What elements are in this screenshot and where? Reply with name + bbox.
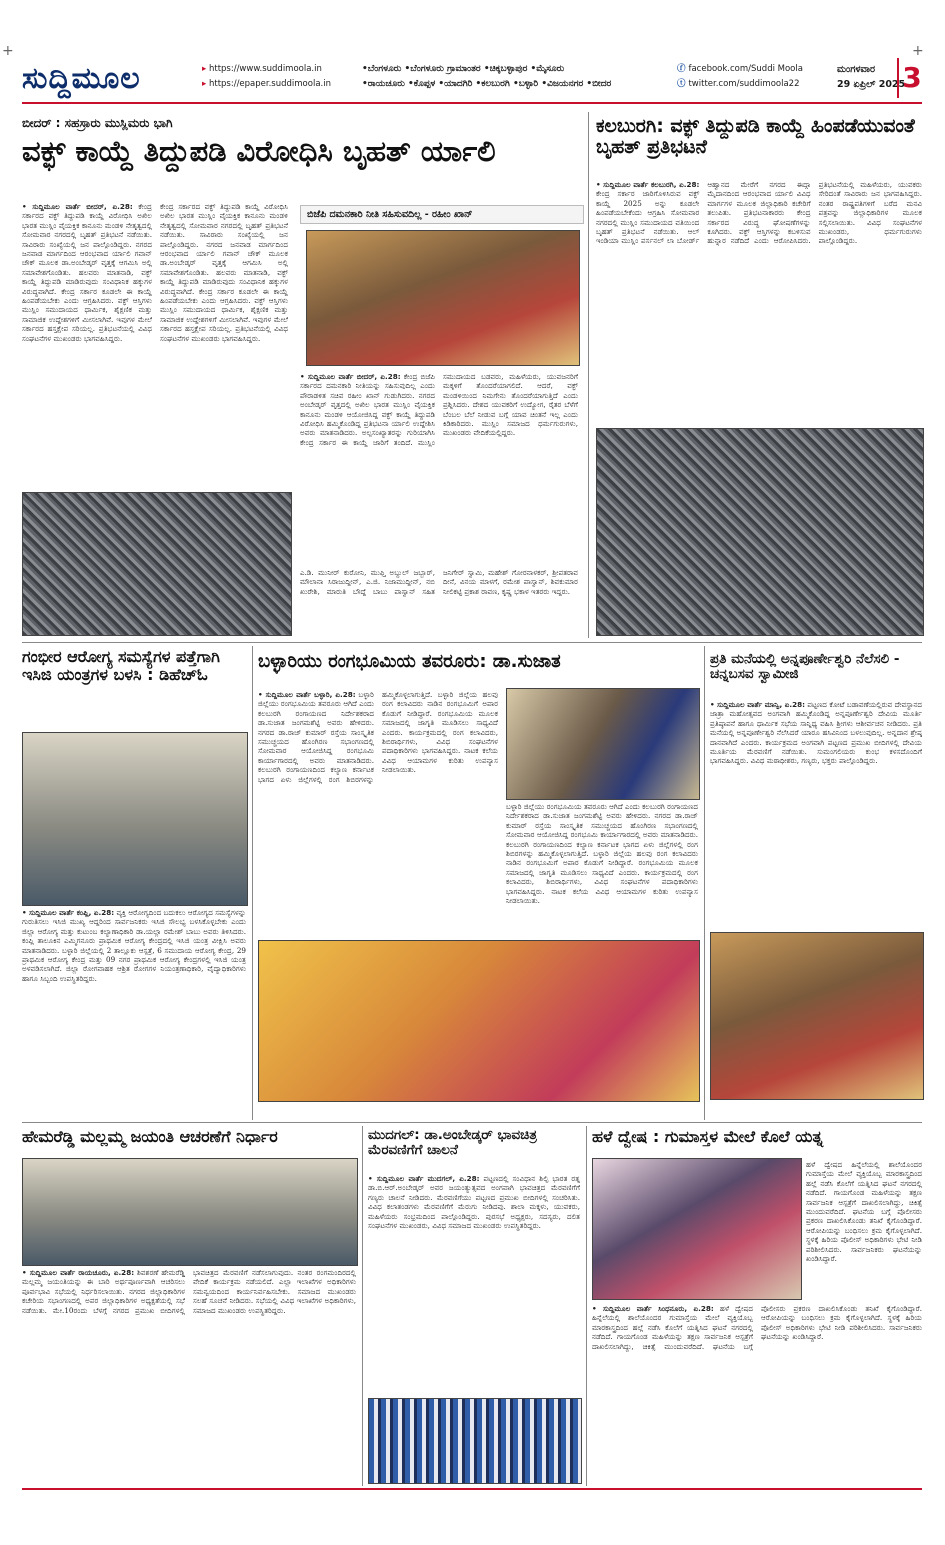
page-number: 3 — [897, 58, 925, 98]
hemareddy-article — [22, 1128, 356, 1158]
theatre-photo-stage — [506, 688, 700, 800]
theatre-body — [258, 690, 498, 934]
lead-subarticle — [300, 372, 578, 562]
issue-day: ಮಂಗಳವಾರ — [837, 64, 876, 75]
kalaburagi-article — [596, 116, 922, 176]
lead-photo-rally-crowd — [22, 492, 292, 636]
editions-line: •ರಾಯಚೂರು •ಕೊಪ್ಪಳ •ಯಾದಗಿರಿ •ಕಲಬುರಗಿ •ಬಳ್ಳಾರಿ •ವಿಜಯನಗರ •ಬೀದರ — [362, 79, 612, 89]
column-divider — [362, 1126, 363, 1486]
editions-list — [362, 62, 611, 92]
mudagal-byline: • ಸುದ್ದಿಮೂಲ ವಾರ್ತೆ ಮುದಗಲ್, ಏ.28: — [368, 1174, 480, 1183]
theatre-text-continued: ಬಳ್ಳಾರಿ ಜಿಲ್ಲೆಯು ರಂಗಭೂಮಿಯ ತವರೂರು ಆಗಿದೆ ಎಂದು ಕಲಬುರಗಿ ರಂಗಾಯಣದ ನಿರ್ದೇಶಕರಾದ ಡಾ.ಸುಜಾತ ಜಂಗಮಶೆಟ್ಟಿ ಅವರು ಹೇಳಿದರು. ನಗರದ ಡಾ.ರಾಜ್ ಕುಮಾರ್ ರಸ್ತೆಯ ಸಾಂಸ್ಕೃತಿಕ ಸಮುಚ್ಚಯದ ಹೊಂಗಿರಣ ಸಭಾಂಗಣದಲ್ಲಿ ಸೋಮವಾರ ಆಯೋಜಿಸಿದ್ದ ರಂಗಭೂಮಿ ಕಾರ್ಯಾಗಾರದಲ್ಲಿ ಅವರು ಮಾತನಾಡಿದರು. ಕಲಬುರಗಿ ರಂಗಾಯಣದಿಂದ ಕಲ್ಯಾಣ ಕರ್ನಾಟಕ ಭಾಗದ ಏಳು ಜಿಲ್ಲೆಗಳಲ್ಲಿ ರಂಗ ಶಿಬಿರಗಳನ್ನು ಹಮ್ಮಿಕೊಳ್ಳಲಾಗುತ್ತಿದೆ. ಬಳ್ಳಾರಿ ಜಿಲ್ಲೆಯ ಹಲವು ರಂಗ ಕಲಾವಿದರು ನಾಡಿನ ರಂಗಭೂಮಿಗೆ ಅಪಾರ ಕೊಡುಗೆ ನೀಡಿದ್ದಾರೆ. ರಂಗಭೂಮಿಯ ಮೂಲಕ ಸಮಾಜದಲ್ಲಿ ಜಾಗೃತಿ ಮೂಡಿಸಲು ಸಾಧ್ಯವಿದೆ ಎಂದರು. ಕಾರ್ಯಕ್ರಮದಲ್ಲಿ ರಂಗ ಕಲಾವಿದರು, ಶಿಬಿರಾರ್ಥಿಗಳು, ವಿವಿಧ ಸಂಘಟನೆಗಳ ಪದಾಧಿಕಾರಿಗಳು ಭಾಗವಹಿಸಿದ್ದರು. ನಾಟಕ ಕಲೆಯ ವಿವಿಧ ಆಯಾಮಗಳ ಕುರಿತು ಉಪನ್ಯಾಸ ನೀಡಲಾಯಿತು. — [506, 802, 698, 906]
hemareddy-photo-meeting — [22, 1158, 358, 1266]
grudge-headline: ಹಳೆ ದ್ವೇಷ : ಗುಮಾಸ್ತಳ ಮೇಲೆ ಕೊಲೆ ಯತ್ನ — [592, 1128, 824, 1146]
kalaburagi-text: ಕೇಂದ್ರ ಸರ್ಕಾರ ಜಾರಿಗೊಳಿಸಿರುವ ವಕ್ಫ್ ಕಾಯ್ದೆ 2025 ಅನ್ನು ಕೂಡಲೇ ಹಿಂಪಡೆಯಬೇಕೆಂದು ಆಗ್ರಹಿಸಿ ಸೋಮವಾರ ನಗರದಲ್ಲಿ ಮುಸ್ಲಿಂ ಸಮುದಾಯದ ವತಿಯಿಂದ ಬೃಹತ್ ಪ್ರತಿಭಟನೆ ನಡೆಯಿತು. ಆಲ್ ಇಂಡಿಯಾ ಮುಸ್ಲಿಂ ಪರ್ಸನಲ್ ಲಾ ಬೋರ್ಡ್ ಆಹ್ವಾನದ ಮೇರೆಗೆ ನಗರದ ಈದ್ಗಾ ಮೈದಾನದಿಂದ ಆರಂಭವಾದ ರ್ಯಾಲಿ ವಿವಿಧ ಮಾರ್ಗಗಳ ಮೂಲಕ ಜಿಲ್ಲಾಧಿಕಾರಿ ಕಚೇರಿಗೆ ತಲುಪಿತು. ಪ್ರತಿಭಟನಾಕಾರರು ಕೇಂದ್ರ ಸರ್ಕಾರದ ವಿರುದ್ಧ ಘೋಷಣೆಗಳನ್ನು ಕೂಗಿದರು. ವಕ್ಫ್ ಆಸ್ತಿಗಳನ್ನು ಕಬಳಿಸುವ ಹುನ್ನಾರ ನಡೆದಿದೆ ಎಂದು ಆರೋಪಿಸಿದರು. ಪ್ರತಿಭಟನೆಯಲ್ಲಿ ಮಹಿಳೆಯರು, ಯುವಕರು ಸೇರಿದಂತೆ ಸಾವಿರಾರು ಜನ ಭಾಗವಹಿಸಿದ್ದರು. ನಂತರ ರಾಷ್ಟ್ರಪತಿಗಳಿಗೆ ಬರೆದ ಮನವಿ ಪತ್ರವನ್ನು ಜಿಲ್ಲಾಧಿಕಾರಿಗಳ ಮೂಲಕ ಸಲ್ಲಿಸಲಾಯಿತು. ವಿವಿಧ ಸಂಘಟನೆಗಳ ಮುಖಂಡರು, ಧರ್ಮಗುರುಗಳು ಪಾಲ್ಗೊಂಡಿದ್ದರು. — [596, 180, 922, 246]
annapurna-article — [710, 652, 922, 698]
ecg-article — [22, 648, 246, 732]
lead-body-col2 — [160, 202, 288, 502]
masthead — [22, 58, 922, 104]
annapurna-body — [710, 700, 922, 926]
editions-line: •ಬೆಂಗಳೂರು •ಬೆಂಗಳೂರು ಗ್ರಾಮಾಂತರ •ಚಿಕ್ಕಬಳ್ಳಾಪುರ •ಮೈಸೂರು — [362, 64, 565, 74]
grudge-photo-hospital — [592, 1158, 802, 1300]
theatre-photo-audience — [258, 940, 700, 1102]
lead-body-col1 — [22, 202, 152, 492]
kalaburagi-photo-protest — [596, 428, 924, 636]
mudagal-article — [368, 1128, 580, 1172]
lead-text-2: ಕೇಂದ್ರ ಬಿಜೆಪಿ ಸರ್ಕಾರದ ದಮನಕಾರಿ ನೀತಿಯನ್ನು ಸಹಿಸುವುದಿಲ್ಲ ಎಂದು ಪೌರಾಡಳಿತ ಸಚಿವ ರಹೀಂ ಖಾನ್ ಗುಡುಗಿದರು. ನಗರದ ಅಂಬೇಡ್ಕರ್ ವೃತ್ತದಲ್ಲಿ ಅಖಿಲ ಭಾರತ ಮುಸ್ಲಿಂ ವೈಯಕ್ತಿಕ ಕಾನೂನು ಮಂಡಳಿ ಆಯೋಜಿಸಿದ್ದ ವಕ್ಫ್ ಕಾಯ್ದೆ ತಿದ್ದುಪಡಿ ವಿರೋಧಿಸಿ ಹಮ್ಮಿಕೊಂಡಿದ್ದ ಪ್ರತಿಭಟನಾ ರ್ಯಾಲಿ ಉದ್ದೇಶಿಸಿ ಅವರು ಮಾತನಾಡಿದರು. ಅಲ್ಪಸಂಖ್ಯಾತರನ್ನು ಗುರಿಯಾಗಿಸಿ ಕೇಂದ್ರ ಸರ್ಕಾರ ಈ ಕಾಯ್ದೆ ಜಾರಿಗೆ ತಂದಿದೆ. ಮುಸ್ಲಿಂ ಸಮುದಾಯದ ಬಡವರು, ಮಹಿಳೆಯರು, ಯುವಜನರಿಗೆ ಮಕ್ಕಳಿಗೆ ತೊಂದರೆಯಾಗಲಿದೆ. ಆದರೆ, ವಕ್ಫ್ ಮಂಡಳಿಯಿಂದ ನಿಮಗೇನು ತೊಂದರೆಯಾಗುತ್ತಿದೆ ಎಂದು ಪ್ರಶ್ನಿಸಿದರು. ದೇಶದ ಯುವಕರಿಗೆ ಉದ್ಯೋಗ, ರೈತರ ಬೆಳೆಗೆ ಬೆಂಬಲ ಬೆಲೆ ನೀಡುವ ಬಗ್ಗೆ ಯಾವ ಚಿಂತನೆ ಇಲ್ಲ ಎಂದು ಕಿಡಿಕಾರಿದರು. ಮುಸ್ಲಿಂ ಸಮಾಜದ ಧರ್ಮಗುರುಗಳು, ಮುಖಂಡರು ವೇದಿಕೆಯಲ್ಲಿದ್ದರು. — [300, 372, 578, 447]
ecg-text: ವ್ಯಕ್ತಿ ಆರೋಗ್ಯದಿಂದ ಬದುಕಲು ಆರೋಗ್ಯದ ಸಮಸ್ಯೆಗಳನ್ನು ಗುರುತಿಸಲು ಇಸಿಜಿ ಮುಖ್ಯ ಆದ್ದರಿಂದ ಸಾರ್ವಜನಿಕರು ಇಸಿಜಿ ಸೌಲಭ್ಯ ಬಳಸಿಕೊಳ್ಳಬೇಕು ಎಂದು ಜಿಲ್ಲಾ ಆರೋಗ್ಯ ಮತ್ತು ಕುಟುಂಬ ಕಲ್ಯಾಣಾಧಿಕಾರಿ ಡಾ.ಯಲ್ಲಾ ರಮೇಶ್ ಬಾಬು ಅವರು ತಿಳಿಸಿದರು. ಕಂಪ್ಲಿ ತಾಲೂಕಿನ ಎಮ್ಮಿಗನೂರು ಪ್ರಾಥಮಿಕ ಆರೋಗ್ಯ ಕೇಂದ್ರದಲ್ಲಿ ಇಸಿಜಿ ಯಂತ್ರ ವೀಕ್ಷಿಸಿ ಅವರು ಮಾತನಾಡಿದರು. ಬಳ್ಳಾರಿ ಜಿಲ್ಲೆಯಲ್ಲಿ 2 ತಾಲ್ಲೂಕು ಆಸ್ಪತ್ರೆ, 6 ಸಮುದಾಯ ಆರೋಗ್ಯ ಕೇಂದ್ರ, 29 ಪ್ರಾಥಮಿಕ ಆರೋಗ್ಯ ಕೇಂದ್ರ ಮತ್ತು 09 ನಗರ ಪ್ರಾಥಮಿಕ ಆರೋಗ್ಯ ಕೇಂದ್ರಗಳಲ್ಲಿ ಇಸಿಜಿ ಯಂತ್ರ ಅಳವಡಿಸಲಾಗಿದೆ. ಜಿಲ್ಲಾ ರೋಗವಾಹಕ ಆಶ್ರಿತ ರೋಗಗಳ ನಿಯಂತ್ರಣಾಧಿಕಾರಿ, ವೈದ್ಯಾಧಿಕಾರಿಗಳು ಹಾಗೂ ಸಿಬ್ಬಂದಿ ಉಪಸ್ಥಿತರಿದ್ದರು. — [22, 908, 246, 983]
lead-photo-dignitaries — [306, 230, 580, 366]
column-divider — [252, 646, 253, 1120]
grudge-body — [592, 1304, 922, 1482]
footer-rule — [22, 1488, 922, 1490]
kalaburagi-body — [596, 180, 922, 420]
theatre-headline: ಬಳ್ಳಾರಿಯು ರಂಗಭೂಮಿಯ ತವರೂರು: ಡಾ.ಸುಜಾತ — [258, 652, 561, 672]
column-divider — [586, 1126, 587, 1486]
hemareddy-text: ಶಿವಶರಣೆ ಹೇಮರೆಡ್ಡಿ ಮಲ್ಲಮ್ಮ ಜಯಂತಿಯನ್ನು ಈ ಬಾರಿ ಅರ್ಥಪೂರ್ಣವಾಗಿ ಆಚರಿಸಲು ಪೂರ್ವಭಾವಿ ಸಭೆಯಲ್ಲಿ ನಿರ್ಧರಿಸಲಾಯಿತು. ನಗರದ ಜಿಲ್ಲಾಧಿಕಾರಿಗಳ ಕಚೇರಿಯ ಸಭಾಂಗಣದಲ್ಲಿ ಅಪರ ಜಿಲ್ಲಾಧಿಕಾರಿಗಳ ಅಧ್ಯಕ್ಷತೆಯಲ್ಲಿ ಸಭೆ ನಡೆಯಿತು. ಮೇ.10ರಂದು ಬೆಳಗ್ಗೆ ನಗರದ ಪ್ರಮುಖ ಬೀದಿಗಳಲ್ಲಿ ಭಾವಚಿತ್ರದ ಮೆರವಣಿಗೆ ನಡೆಸಲಾಗುವುದು. ನಂತರ ರಂಗಮಂದಿರದಲ್ಲಿ ವೇದಿಕೆ ಕಾರ್ಯಕ್ರಮ ನಡೆಯಲಿದೆ. ಎಲ್ಲಾ ಇಲಾಖೆಗಳ ಅಧಿಕಾರಿಗಳು ಸಮನ್ವಯದಿಂದ ಕಾರ್ಯನಿರ್ವಹಿಸಬೇಕು. ಸಮಾಜದ ಮುಖಂಡರು ಸಲಹೆ ಸೂಚನೆ ನೀಡಿದರು. ಸಭೆಯಲ್ಲಿ ವಿವಿಧ ಇಲಾಖೆಗಳ ಅಧಿಕಾರಿಗಳು, ಸಮಾಜದ ಮುಖಂಡರು ಉಪಸ್ಥಿತರಿದ್ದರು. — [22, 1268, 356, 1315]
epaper-link[interactable]: ▸ https://epaper.suddimoola.in — [202, 77, 331, 92]
newspaper-logo: ಸುದ್ದಿಮೂಲ — [22, 61, 141, 96]
lead-text: ಕೇಂದ್ರ ಸರ್ಕಾರದ ವಕ್ಫ್ ತಿದ್ದುಪಡಿ ಕಾಯ್ದೆ ವಿರೋಧಿಸಿ ಅಖಿಲ ಭಾರತ ಮುಸ್ಲಿಂ ವೈಯಕ್ತಿಕ ಕಾನೂನು ಮಂಡಳಿ ನೇತೃತ್ವದಲ್ಲಿ ಸೋಮವಾರ ನಗರದಲ್ಲಿ ಬೃಹತ್ ಪ್ರತಿಭಟನೆ ನಡೆಯಿತು. ಸಾವಿರಾರು ಸಂಖ್ಯೆಯಲ್ಲಿ ಜನ ಪಾಲ್ಗೊಂಡಿದ್ದರು. ನಗರದ ಜನವಾಡ ಮಾರ್ಗದಿಂದ ಆರಂಭವಾದ ರ್ಯಾಲಿ ಗವಾನ್ ಚೌಕ್ ಮೂಲಕ ಡಾ.ಅಂಬೇಡ್ಕರ್ ವೃತ್ತಕ್ಕೆ ಆಗಮಿಸಿ ಅಲ್ಲಿ ಸಮಾವೇಶಗೊಂಡಿತು. ಹಲವರು ಮಾತನಾಡಿ, ವಕ್ಫ್ ಕಾಯ್ದೆ ತಿದ್ದುಪಡಿ ಮಾಡಿರುವುದು ಸಂವಿಧಾನಿಕ ಹಕ್ಕುಗಳ ವಿರುದ್ಧವಾಗಿದೆ. ಕೇಂದ್ರ ಸರ್ಕಾರ ಕೂಡಲೇ ಈ ಕಾಯ್ದೆ ಹಿಂಪಡೆಯಬೇಕು ಎಂದು ಆಗ್ರಹಿಸಿದರು. ವಕ್ಫ್ ಆಸ್ತಿಗಳು ಮುಸ್ಲಿಂ ಸಮುದಾಯದ ಧಾರ್ಮಿಕ, ಶೈಕ್ಷಣಿಕ ಮತ್ತು ಸಾಮಾಜಿಕ ಉದ್ದೇಶಗಳಿಗೆ ಮೀಸಲಾಗಿವೆ. ಇವುಗಳ ಮೇಲೆ ಸರ್ಕಾರದ ಹಸ್ತಕ್ಷೇಪ ಸರಿಯಲ್ಲ. ಪ್ರತಿಭಟನೆಯಲ್ಲಿ ವಿವಿಧ ಸಂಘಟನೆಗಳ ಮುಖಂಡರು ಭಾಗವಹಿಸಿದ್ದರು. — [22, 202, 152, 343]
lead-text-continued: ಕೇಂದ್ರ ಸರ್ಕಾರದ ವಕ್ಫ್ ತಿದ್ದುಪಡಿ ಕಾಯ್ದೆ ವಿರೋಧಿಸಿ ಅಖಿಲ ಭಾರತ ಮುಸ್ಲಿಂ ವೈಯಕ್ತಿಕ ಕಾನೂನು ಮಂಡಳಿ ನೇತೃತ್ವದಲ್ಲಿ ಸೋಮವಾರ ನಗರದಲ್ಲಿ ಬೃಹತ್ ಪ್ರತಿಭಟನೆ ನಡೆಯಿತು. ಸಾವಿರಾರು ಸಂಖ್ಯೆಯಲ್ಲಿ ಜನ ಪಾಲ್ಗೊಂಡಿದ್ದರು. ನಗರದ ಜನವಾಡ ಮಾರ್ಗದಿಂದ ಆರಂಭವಾದ ರ್ಯಾಲಿ ಗವಾನ್ ಚೌಕ್ ಮೂಲಕ ಡಾ.ಅಂಬೇಡ್ಕರ್ ವೃತ್ತಕ್ಕೆ ಆಗಮಿಸಿ ಅಲ್ಲಿ ಸಮಾವೇಶಗೊಂಡಿತು. ಹಲವರು ಮಾತನಾಡಿ, ವಕ್ಫ್ ಕಾಯ್ದೆ ತಿದ್ದುಪಡಿ ಮಾಡಿರುವುದು ಸಂವಿಧಾನಿಕ ಹಕ್ಕುಗಳ ವಿರುದ್ಧವಾಗಿದೆ. ಕೇಂದ್ರ ಸರ್ಕಾರ ಕೂಡಲೇ ಈ ಕಾಯ್ದೆ ಹಿಂಪಡೆಯಬೇಕು ಎಂದು ಆಗ್ರಹಿಸಿದರು. ವಕ್ಫ್ ಆಸ್ತಿಗಳು ಮುಸ್ಲಿಂ ಸಮುದಾಯದ ಧಾರ್ಮಿಕ, ಶೈಕ್ಷಣಿಕ ಮತ್ತು ಸಾಮಾಜಿಕ ಉದ್ದೇಶಗಳಿಗೆ ಮೀಸಲಾಗಿವೆ. ಇವುಗಳ ಮೇಲೆ ಸರ್ಕಾರದ ಹಸ್ತಕ್ಷೇಪ ಸರಿಯಲ್ಲ. ಪ್ರತಿಭಟನೆಯಲ್ಲಿ ವಿವಿಧ ಸಂಘಟನೆಗಳ ಮುಖಂಡರು ಭಾಗವಹಿಸಿದ್ದರು. — [160, 202, 288, 343]
hemareddy-body — [22, 1268, 356, 1482]
annapurna-photo-procession — [710, 932, 924, 1100]
ecg-byline: • ಸುದ್ದಿಮೂಲ ವಾರ್ತೆ ಕಂಪ್ಲಿ, ಏ.28: — [22, 908, 115, 917]
section-divider — [22, 642, 922, 643]
section-divider — [22, 1122, 922, 1123]
column-divider — [588, 112, 589, 638]
facebook-icon: ⓕ — [677, 64, 689, 74]
theatre-byline: • ಸುದ್ದಿಮೂಲ ವಾರ್ತೆ ಬಳ್ಳಾರಿ, ಏ.28: — [258, 690, 356, 699]
theatre-body-right — [506, 802, 698, 934]
hemareddy-headline: ಹೇಮರೆಡ್ಡಿ ಮಲ್ಲಮ್ಮ ಜಯಂತಿ ಆಚರಣೆಗೆ ನಿರ್ಧಾರ — [22, 1128, 278, 1146]
mudagal-headline: ಮುದಗಲ್: ಡಾ.ಅಂಬೇಡ್ಕರ್ ಭಾವಚಿತ್ರ ಮೆರವಣಿಗೆಗೆ ಚಾಲನೆ — [368, 1128, 537, 1159]
grudge-text-side: ಹಳೆ ದ್ವೇಷದ ಹಿನ್ನೆಲೆಯಲ್ಲಿ ಶಾಲೆಯೊಂದರ ಗುಮಾಸ್ತೆಯ ಮೇಲೆ ವ್ಯಕ್ತಿಯೊಬ್ಬ ಮಾರಕಾಸ್ತ್ರದಿಂದ ಹಲ್ಲೆ ನಡೆಸಿ ಕೊಲೆಗೆ ಯತ್ನಿಸಿದ ಘಟನೆ ನಗರದಲ್ಲಿ ನಡೆದಿದೆ. ಗಾಯಗೊಂಡ ಮಹಿಳೆಯನ್ನು ತಕ್ಷಣ ಸಾರ್ವಜನಿಕ ಆಸ್ಪತ್ರೆಗೆ ದಾಖಲಿಸಲಾಗಿದ್ದು, ಚಿಕಿತ್ಸೆ ಮುಂದುವರೆದಿದೆ. ಘಟನೆಯ ಬಗ್ಗೆ ಪೊಲೀಸರು ಪ್ರಕರಣ ದಾಖಲಿಸಿಕೊಂಡು ತನಿಖೆ ಕೈಗೊಂಡಿದ್ದಾರೆ. ಆರೋಪಿಯನ್ನು ಬಂಧಿಸಲು ಕ್ರಮ ಕೈಗೊಳ್ಳಲಾಗಿದೆ. ಸ್ಥಳಕ್ಕೆ ಹಿರಿಯ ಪೊಲೀಸ್ ಅಧಿಕಾರಿಗಳು ಭೇಟಿ ನೀಡಿ ಪರಿಶೀಲಿಸಿದರು. ಸಾರ್ವಜನಿಕರು ಘಟನೆಯನ್ನು ಖಂಡಿಸಿದ್ದಾರೆ. — [806, 1160, 922, 1264]
ecg-body — [22, 908, 246, 1116]
annapurna-byline: • ಸುದ್ದಿಮೂಲ ವಾರ್ತೆ ಮಾನ್ವಿ, ಏ.28: — [710, 700, 806, 709]
theatre-article — [258, 652, 698, 686]
crop-mark: + — [912, 43, 924, 59]
mudagal-body — [368, 1174, 580, 1394]
kalaburagi-byline: • ಸುದ್ದಿಮೂಲ ವಾರ್ತೆ ಕಲಬುರಗಿ, ಏ.28: — [596, 180, 700, 189]
issue-date-text: 29 ಏಪ್ರಿಲ್ 2025 — [837, 79, 906, 90]
grudge-byline: • ಸುದ್ದಿಮೂಲ ವಾರ್ತೆ ಸಿಂಧನೂರು, ಏ.28: — [592, 1304, 714, 1313]
lead-kicker: ಬೀದರ್ : ಸಹಸ್ರಾರು ಮುಸ್ಲಿಮರು ಭಾಗಿ — [22, 116, 173, 130]
website-link[interactable]: ▸ https://www.suddimoola.in — [202, 62, 331, 77]
ecg-headline: ಗಂಭೀರ ಆರೋಗ್ಯ ಸಮಸ್ಯೆಗಳ ಪತ್ತೆಗಾಗಿ ಇಸಿಜಿ ಯಂತ್ರಗಳ ಬಳಸಿ : ಡಿಹೆಚ್‌ಓ — [22, 648, 220, 684]
hemareddy-byline: • ಸುದ್ದಿಮೂಲ ವಾರ್ತೆ ರಾಯಚೂರು, ಏ.28: — [22, 1268, 135, 1277]
web-links — [202, 62, 331, 92]
grudge-text: ಹಳೆ ದ್ವೇಷದ ಹಿನ್ನೆಲೆಯಲ್ಲಿ ಶಾಲೆಯೊಂದರ ಗುಮಾಸ್ತೆಯ ಮೇಲೆ ವ್ಯಕ್ತಿಯೊಬ್ಬ ಮಾರಕಾಸ್ತ್ರದಿಂದ ಹಲ್ಲೆ ನಡೆಸಿ ಕೊಲೆಗೆ ಯತ್ನಿಸಿದ ಘಟನೆ ನಗರದಲ್ಲಿ ನಡೆದಿದೆ. ಗಾಯಗೊಂಡ ಮಹಿಳೆಯನ್ನು ತಕ್ಷಣ ಸಾರ್ವಜನಿಕ ಆಸ್ಪತ್ರೆಗೆ ದಾಖಲಿಸಲಾಗಿದ್ದು, ಚಿಕಿತ್ಸೆ ಮುಂದುವರೆದಿದೆ. ಘಟನೆಯ ಬಗ್ಗೆ ಪೊಲೀಸರು ಪ್ರಕರಣ ದಾಖಲಿಸಿಕೊಂಡು ತನಿಖೆ ಕೈಗೊಂಡಿದ್ದಾರೆ. ಆರೋಪಿಯನ್ನು ಬಂಧಿಸಲು ಕ್ರಮ ಕೈಗೊಳ್ಳಲಾಗಿದೆ. ಸ್ಥಳಕ್ಕೆ ಹಿರಿಯ ಪೊಲೀಸ್ ಅಧಿಕಾರಿಗಳು ಭೇಟಿ ನೀಡಿ ಪರಿಶೀಲಿಸಿದರು. ಸಾರ್ವಜನಿಕರು ಘಟನೆಯನ್ನು ಖಂಡಿಸಿದ್ದಾರೆ. — [592, 1304, 922, 1351]
issue-date — [837, 62, 905, 92]
ecg-photo-checkup — [22, 732, 248, 906]
mudagal-photo-procession — [368, 1398, 582, 1484]
annapurna-text: ಪಟ್ಟಣದ ಕೋಟೆ ಬಡಾವಣೆಯಲ್ಲಿರುವ ದೇವಸ್ಥಾನದ ಜಾತ್ರಾ ಮಹೋತ್ಸವದ ಅಂಗವಾಗಿ ಹಮ್ಮಿಕೊಂಡಿದ್ದ ಅನ್ನಪೂರ್ಣೇಶ್ವರಿ ದೇವಿಯ ಮೂರ್ತಿ ಪ್ರತಿಷ್ಠಾಪನೆ ಹಾಗೂ ಧಾರ್ಮಿಕ ಸಭೆಯ ಸಾನ್ನಿಧ್ಯ ವಹಿಸಿ ಶ್ರೀಗಳು ಆಶೀರ್ವಚನ ನೀಡಿದರು. ಪ್ರತಿ ಮನೆಯಲ್ಲಿ ಅನ್ನಪೂರ್ಣೇಶ್ವರಿ ನೆಲೆಸಿದರೆ ಯಾರೂ ಹಸಿವಿನಿಂದ ಬಳಲುವುದಿಲ್ಲ. ಅನ್ನದಾನ ಶ್ರೇಷ್ಠ ದಾನವಾಗಿದೆ ಎಂದರು. ಕಾರ್ಯಕ್ರಮದ ಅಂಗವಾಗಿ ಪಟ್ಟಣದ ಪ್ರಮುಖ ಬೀದಿಗಳಲ್ಲಿ ದೇವಿಯ ಮೂರ್ತಿಯ ಮೆರವಣಿಗೆ ನಡೆಯಿತು. ಸುಮಂಗಲಿಯರು ಕುಂಭ ಕಳಸದೊಂದಿಗೆ ಭಾಗವಹಿಸಿದ್ದರು. ವಿವಿಧ ಮಠಾಧೀಶರು, ಗಣ್ಯರು, ಭಕ್ತರು ಪಾಲ್ಗೊಂಡಿದ್ದರು. — [710, 700, 922, 766]
lead-box-caption: ಬಿಜೆಪಿ ದಮನಕಾರಿ ನೀತಿ ಸಹಿಸುವದಿಲ್ಲ - ರಹೀಂ ಖಾನ್ — [300, 205, 584, 224]
lead-byline: • ಸುದ್ದಿಮೂಲ ವಾರ್ತೆ ಬೀದರ್, ಏ.28: — [22, 202, 133, 211]
lead-byline-2: • ಸುದ್ದಿಮೂಲ ವಾರ್ತೆ ಬೀದರ್, ಏ.28: — [300, 372, 401, 381]
lead-participants-text: ಎ.ಡಿ. ಮುನೀರ್ ಕುರೋನಿ, ಮುಫ್ತಿ ಅಬ್ದುಲ್ ಜಬ್ಬಾರ್, ಮೌಲಾನಾ ಸಿರಾಜುದ್ದೀನ್, ಎ.ಜಿ. ನಿಜಾಮುದ್ದೀನ್, ನಬಿ ಖುರೇಶಿ, ಮಾರುತಿ ಬೌದ್ದೆ ಬಾಬು ಪಾಸ್ವಾನ್ ಸಹಿತ ಜನಿಗೇರ್ ಸ್ವಾಮಿ, ಮಹೇಶ್ ಗೋರನಾಳಕರ್, ಶ್ರೀಪತರಾವ ದೀನೆ, ವಿನಯ ಮಾಳಗೆ, ರಮೇಶ ಪಾಸ್ವಾನ್, ಶಿವಕುಮಾರ ನೀಲಿಕಟ್ಟಿ ಪ್ರಕಾಶ ರಾವಣ, ಕೃಷ್ಣ ಭಕಾಳ ಇತರರು ಇದ್ದರು. — [300, 568, 578, 596]
mudagal-text: ಪಟ್ಟಣದಲ್ಲಿ ಸಂವಿಧಾನ ಶಿಲ್ಪಿ ಭಾರತ ರತ್ನ ಡಾ.ಬಿ.ಆರ್.ಅಂಬೇಡ್ಕರ್ ಅವರ ಜಯಂತ್ಯುತ್ಸವದ ಅಂಗವಾಗಿ ಭಾವಚಿತ್ರದ ಮೆರವಣಿಗೆಗೆ ಗಣ್ಯರು ಚಾಲನೆ ನೀಡಿದರು. ಮೆರವಣಿಗೆಯು ಪಟ್ಟಣದ ಪ್ರಮುಖ ಬೀದಿಗಳಲ್ಲಿ ಸಂಚರಿಸಿತು. ವಿವಿಧ ಕಲಾತಂಡಗಳು ಮೆರವಣಿಗೆಗೆ ಮೆರುಗು ನೀಡಿದವು. ಶಾಲಾ ಮಕ್ಕಳು, ಯುವಕರು, ಮಹಿಳೆಯರು ಸಂಭ್ರಮದಿಂದ ಪಾಲ್ಗೊಂಡಿದ್ದರು. ಪುರಸಭೆ ಅಧ್ಯಕ್ಷರು, ಸದಸ್ಯರು, ದಲಿತ ಸಂಘಟನೆಗಳ ಮುಖಂಡರು, ವಿವಿಧ ಸಮಾಜದ ಮುಖಂಡರು ಉಪಸ್ಥಿತರಿದ್ದರು. — [368, 1174, 580, 1231]
grudge-article — [592, 1128, 922, 1156]
grudge-body-right — [806, 1160, 922, 1300]
column-divider — [704, 646, 705, 1120]
lead-participants — [300, 568, 578, 636]
social-links — [677, 62, 803, 92]
crop-mark: + — [2, 43, 14, 59]
twitter-icon: ⓣ — [677, 79, 689, 89]
twitter-link[interactable]: twitter.com/suddimoola22 — [688, 79, 800, 89]
annapurna-headline: ಪ್ರತಿ ಮನೆಯಲ್ಲಿ ಅನ್ನಪೂರ್ಣೇಶ್ವರಿ ನೆಲೆಸಲಿ - ಚನ್ನಬಸವ ಸ್ವಾಮೀಜಿ — [710, 652, 900, 683]
facebook-link[interactable]: facebook.com/Suddi Moola — [688, 64, 803, 74]
theatre-text: ಬಳ್ಳಾರಿ ಜಿಲ್ಲೆಯು ರಂಗಭೂಮಿಯ ತವರೂರು ಆಗಿದೆ ಎಂದು ಕಲಬುರಗಿ ರಂಗಾಯಣದ ನಿರ್ದೇಶಕರಾದ ಡಾ.ಸುಜಾತ ಜಂಗಮಶೆಟ್ಟಿ ಅವರು ಹೇಳಿದರು. ನಗರದ ಡಾ.ರಾಜ್ ಕುಮಾರ್ ರಸ್ತೆಯ ಸಾಂಸ್ಕೃತಿಕ ಸಮುಚ್ಚಯದ ಹೊಂಗಿರಣ ಸಭಾಂಗಣದಲ್ಲಿ ಸೋಮವಾರ ಆಯೋಜಿಸಿದ್ದ ರಂಗಭೂಮಿ ಕಾರ್ಯಾಗಾರದಲ್ಲಿ ಅವರು ಮಾತನಾಡಿದರು. ಕಲಬುರಗಿ ರಂಗಾಯಣದಿಂದ ಕಲ್ಯಾಣ ಕರ್ನಾಟಕ ಭಾಗದ ಏಳು ಜಿಲ್ಲೆಗಳಲ್ಲಿ ರಂಗ ಶಿಬಿರಗಳನ್ನು ಹಮ್ಮಿಕೊಳ್ಳಲಾಗುತ್ತಿದೆ. ಬಳ್ಳಾರಿ ಜಿಲ್ಲೆಯ ಹಲವು ರಂಗ ಕಲಾವಿದರು ನಾಡಿನ ರಂಗಭೂಮಿಗೆ ಅಪಾರ ಕೊಡುಗೆ ನೀಡಿದ್ದಾರೆ. ರಂಗಭೂಮಿಯ ಮೂಲಕ ಸಮಾಜದಲ್ಲಿ ಜಾಗೃತಿ ಮೂಡಿಸಲು ಸಾಧ್ಯವಿದೆ ಎಂದರು. ಕಾರ್ಯಕ್ರಮದಲ್ಲಿ ರಂಗ ಕಲಾವಿದರು, ಶಿಬಿರಾರ್ಥಿಗಳು, ವಿವಿಧ ಸಂಘಟನೆಗಳ ಪದಾಧಿಕಾರಿಗಳು ಭಾಗವಹಿಸಿದ್ದರು. ನಾಟಕ ಕಲೆಯ ವಿವಿಧ ಆಯಾಮಗಳ ಕುರಿತು ಉಪನ್ಯಾಸ ನೀಡಲಾಯಿತು. — [258, 690, 498, 784]
kalaburagi-headline: ಕಲಬುರಗಿ: ವಕ್ಫ್ ತಿದ್ದುಪಡಿ ಕಾಯ್ದೆ ಹಿಂಪಡೆಯುವಂತೆ ಬೃಹತ್ ಪ್ರತಿಭಟನೆ — [596, 116, 915, 159]
lead-headline: ವಕ್ಫ್ ಕಾಯ್ದೆ ತಿದ್ದುಪಡಿ ವಿರೋಧಿಸಿ ಬೃಹತ್ ರ್ಯಾಲಿ — [22, 134, 496, 168]
